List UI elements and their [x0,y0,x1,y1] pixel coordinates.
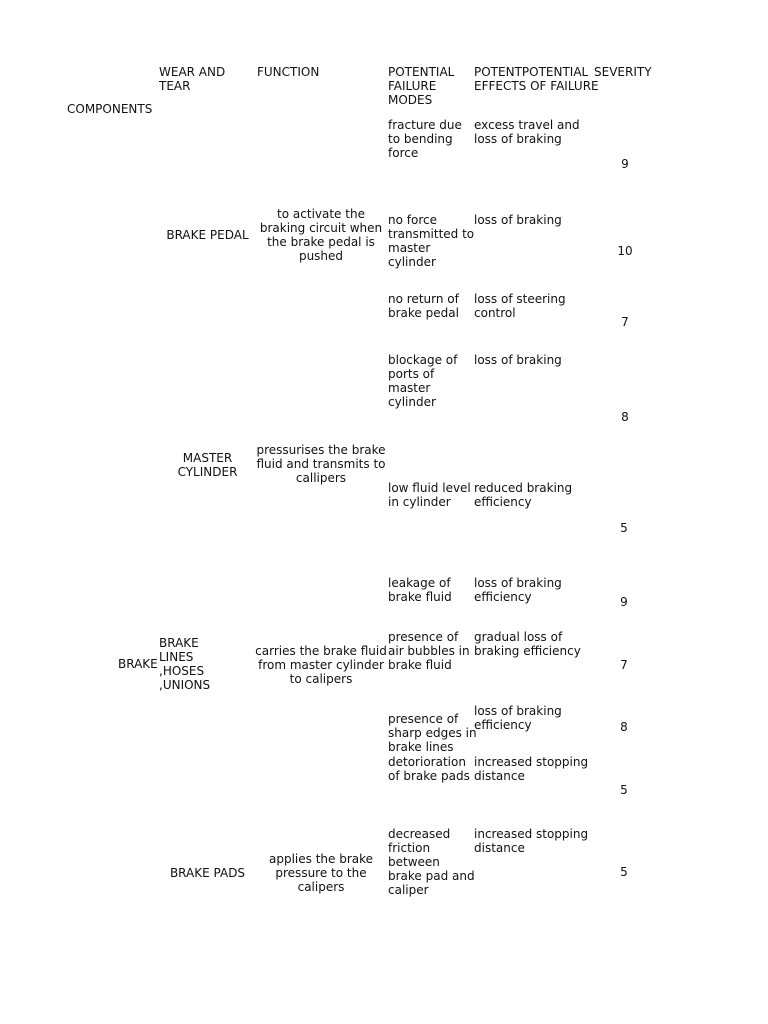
failure-mode: leakage of brake fluid [388,576,452,604]
failure-effect: reduced braking efficiency [474,481,573,509]
part-function: pressurises the brake fluid and transmits to callipers [256,443,386,485]
failure-mode: fracture due to bending force [388,118,462,160]
header-failure-effects: POTENTPOTENTIAL EFFECTS OF FAILURE [474,65,599,93]
severity-value: 8 [621,410,629,424]
failure-effect: loss of steering control [474,292,566,320]
severity-value: 9 [620,595,628,609]
failure-mode: presence of sharp edges in brake lines [388,712,477,754]
severity-value: 9 [621,157,629,171]
header-components: COMPONENTS [67,102,153,116]
severity-value: 10 [617,244,633,258]
component-name: BRAKE [118,657,158,671]
part-name: MASTER CYLINDER [177,451,238,479]
severity-value: 5 [620,783,628,797]
header-function: FUNCTION [257,65,320,79]
part-name: BRAKE PADS [169,866,246,880]
failure-effect: loss of braking efficiency [474,704,562,732]
failure-effect: increased stopping distance [474,827,589,855]
failure-mode: decreased friction between brake pad and caliper [388,827,475,897]
part-function: carries the brake fluid from master cylinder to calipers [255,644,387,686]
failure-effect: gradual loss of braking efficiency [474,630,581,658]
failure-mode: no force transmitted to master cylinder [388,213,475,269]
failure-effect: increased stopping distance [474,755,589,783]
header-severity: SEVERITY [594,65,652,79]
severity-value: 5 [620,865,628,879]
failure-effect: loss of braking efficiency [474,576,562,604]
severity-value: 8 [620,720,628,734]
severity-value: 7 [620,658,628,672]
part-function: applies the brake pressure to the calipers [268,852,374,894]
part-name: BRAKE PEDAL [166,228,249,242]
part-name: BRAKE LINES ,HOSES ,UNIONS [159,636,211,692]
failure-effect: excess travel and loss of braking [474,118,580,146]
failure-effect: loss of braking [474,213,562,227]
severity-value: 5 [620,521,628,535]
failure-mode: low fluid level in cylinder [388,481,471,509]
severity-value: 7 [621,315,629,329]
failure-mode: blockage of ports of master cylinder [388,353,458,409]
failure-mode: no return of brake pedal [388,292,459,320]
failure-mode: detorioration of brake pads [388,755,470,783]
failure-mode: presence of air bubbles in brake fluid [388,630,470,672]
header-wear-and-tear: WEAR AND TEAR [159,65,226,93]
header-failure-modes: POTENTIAL FAILURE MODES [388,65,455,107]
failure-effect: loss of braking [474,353,562,367]
part-function: to activate the braking circuit when the brake pedal is pushed [259,207,383,263]
